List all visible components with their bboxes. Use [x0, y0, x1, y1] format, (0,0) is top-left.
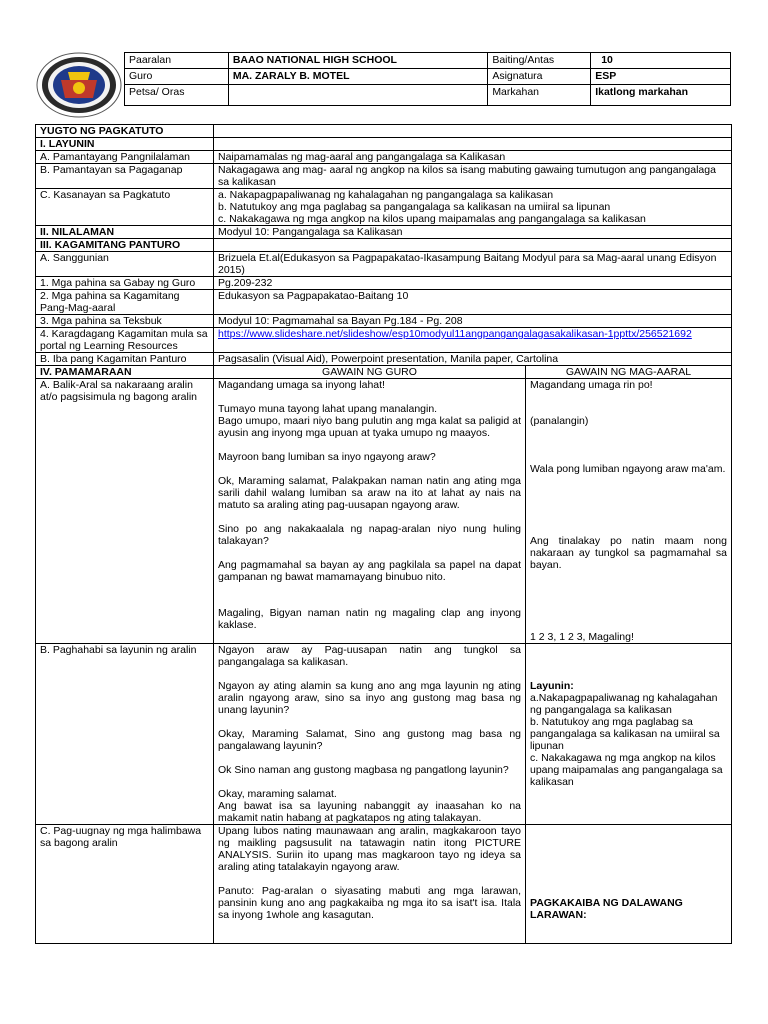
grade-label: Baiting/Antas [488, 53, 591, 69]
school-seal-logo [36, 52, 122, 118]
guro-line: Ngayon araw ay Pag-uusapan natin ang tungkol sa pangangalaga sa kalikasan. [218, 644, 521, 668]
date-value [228, 85, 487, 106]
pamantayan-pagaganap-label: B. Pamantayan sa Pagaganap [36, 164, 214, 189]
kasanayan-item: a. Nakapagpapaliwanag ng kahalagahan ng pangangalaga sa kalikasan [218, 189, 554, 201]
nilalaman-heading: II. NILALAMAN [36, 226, 214, 239]
quarter-label: Markahan [488, 85, 591, 106]
school-value: BAAO NATIONAL HIGH SCHOOL [228, 53, 487, 69]
sanggunian-label: A. Sanggunian [36, 252, 214, 277]
magaaral-line: Ang tinalakay po natin maam nong nakaraan ay tungkol sa pagmamahal sa bayan. [530, 535, 727, 571]
guro-line: Mayroon bang lumiban sa inyo ngayong araw? [218, 451, 436, 463]
pamantayang-pangnilalaman-label: A. Pamantayang Pangnilalaman [36, 151, 214, 164]
pamamaraan-heading: IV. PAMAMARAAN [36, 366, 214, 379]
teacher-label: Guro [125, 69, 229, 85]
kasanayan-label: C. Kasanayan sa Pagkatuto [36, 189, 214, 226]
guro-line: Upang lubos nating maunawaan ang aralin, magkakaroon tayo ng maikling pagsusulit na tatawagin natin itong PICTURE ANALYSIS. Suriin ito upang mas magkaroon tayo ng ideya sa araling ating tatalakayin ngayong araw. [218, 825, 521, 873]
paghahabi-label: B. Paghahabi sa layunin ng aralin [36, 644, 214, 825]
grade-value: 10 [591, 53, 731, 69]
sanggunian-value: Brizuela Et.al(Edukasyon sa Pagpapakatao-Ikasampung Baitang Modyul para sa Mag-aaral unang Edisyon 2015) [214, 252, 732, 277]
guro-line: Sino po ang nakakaalala ng napag-aralan niyo nung huling talakayan? [218, 523, 521, 547]
header-info-table [124, 52, 731, 106]
teacher-value: MA. ZARALY B. MOTEL [228, 69, 487, 85]
magaaral-line: a.Nakapagpapaliwanag ng kahalagahan ng pangangalaga sa kalikasan [530, 692, 718, 716]
magaaral-line: Magandang umaga rin po! [530, 379, 653, 391]
pag-uugnay-label: C. Pag-uugnay ng mga halimbawa sa bagong aralin [36, 825, 214, 944]
balik-aral-label: A. Balik-Aral sa nakaraang aralin at/o pagsisimula ng bagong aralin [36, 379, 214, 644]
school-label: Paaralan [125, 53, 229, 69]
pamantayang-pangnilalaman-value: Naipamamalas ng mag-aaral ang pangangalaga sa Kalikasan [214, 151, 732, 164]
teksbuk-value: Modyul 10: Pagmamahal sa Bayan Pg.184 - Pg. 208 [214, 315, 732, 328]
magaaral-line: Wala pong lumiban ngayong araw ma'am. [530, 463, 726, 475]
guro-line: Okay, maraming salamat. [218, 788, 337, 800]
magaaral-line: c. Nakakagawa ng mga angkop na kilos upang maipamalas ang pangangalaga sa kalikasan [530, 752, 723, 788]
nilalaman-value: Modyul 10: Pangangalaga sa Kalikasan [214, 226, 732, 239]
guro-line: Magandang umaga sa inyong lahat! [218, 379, 385, 391]
kasanayan-item: b. Natutukoy ang mga paglabag sa pangangalaga sa kalikasan na umiiral sa lipunan [218, 201, 611, 213]
lesson-plan-table [35, 124, 732, 944]
guro-line: Ngayon ay ating alamin sa kung ano ang mga layunin ng ating aralin ngayong araw, sino sa inyo ang gustong mag basa ng unang layunin? [218, 680, 521, 716]
date-label: Petsa/ Oras [125, 85, 229, 106]
layunin-title: Layunin: [530, 680, 574, 692]
pagkakaiba-heading: PAGKAKAIBA NG DALAWANG LARAWAN: [530, 897, 683, 921]
pag-uugnay-guro [214, 825, 526, 944]
guro-column-header: GAWAIN NG GURO [214, 366, 526, 379]
iba-value: Pagsasalin (Visual Aid), Powerpoint presentation, Manila paper, Cartolina [214, 353, 732, 366]
subject-label: Asignatura [488, 69, 591, 85]
kasanayan-item: c. Nakakagawa ng mga angkop na kilos upang maipamalas ang pangangalaga sa kalikasan [218, 213, 646, 225]
guro-line: Tumayo muna tayong lahat upang manalangin. [218, 403, 438, 415]
yugto-heading: YUGTO NG PAGKATUTO [36, 125, 214, 138]
kasanayan-value [214, 189, 732, 226]
magaaral-line: 1 2 3, 1 2 3, Magaling! [530, 631, 634, 643]
gabay-value: Pg.209-232 [214, 277, 732, 290]
guro-line: Ok, Maraming salamat, Palakpakan naman natin ang ating mga sarili dahil walang lumiban sa araw na ito at lahat ay nais na matuto sa araling ating pag-uusapan ngayong araw. [218, 475, 521, 511]
guro-line: Panuto: Pag-aralan o siyasating mabuti ang mga larawan, pansinin kung ano ang pagkakaiba ng mga ito sa isat't isa. Itala sa inyong 1whole ang kasagutan. [218, 885, 521, 921]
paghahabi-guro [214, 644, 526, 825]
magaaral-line: (panalangin) [530, 415, 589, 427]
gabay-label: 1. Mga pahina sa Gabay ng Guro [36, 277, 214, 290]
pag-uugnay-magaaral [526, 825, 732, 944]
paghahabi-magaaral [526, 644, 732, 825]
guro-line: Ang bawat isa sa layuning nabanggit ay inaasahan ko na makamit natin habang at pagkatapos ng ating talakayan. [218, 800, 521, 824]
teksbuk-label: 3. Mga pahina sa Teksbuk [36, 315, 214, 328]
portal-link[interactable]: https://www.slideshare.net/slideshow/esp10modyul11angpangangalagasakalikasan-1ppttx/256521692 [218, 328, 692, 340]
portal-label: 4. Karagdagang Kagamitan mula sa portal ng Learning Resources [36, 328, 214, 353]
kagamitang-value: Edukasyon sa Pagpapakatao-Baitang 10 [214, 290, 732, 315]
magaaral-line: b. Natutukoy ang mga paglabag sa pangangalaga sa kalikasan na umiiral sa lipunan [530, 716, 720, 752]
kagamitan-heading: III. KAGAMITANG PANTURO [36, 239, 214, 252]
balik-aral-guro [214, 379, 526, 644]
subject-value: ESP [591, 69, 731, 85]
guro-line: Bago umupo, maari niyo bang pulutin ang mga kalat sa paligid at ayusin ang inyong mga upuan at tyaka umupo ng maayos. [218, 415, 521, 439]
layunin-heading: I. LAYUNIN [36, 138, 214, 151]
pamantayan-pagaganap-value: Nakagagawa ang mag- aaral ng angkop na kilos sa isang mabuting gawaing tumutugon ang pangangalaga sa kalikasan [214, 164, 732, 189]
quarter-value: Ikatlong markahan [591, 85, 731, 106]
iba-label: B. Iba pang Kagamitan Panturo [36, 353, 214, 366]
guro-line: Okay, Maraming Salamat, Sino ang gustong mag basa ng pangalawang layunin? [218, 728, 521, 752]
magaaral-column-header: GAWAIN NG MAG-AARAL [526, 366, 732, 379]
kagamitang-label: 2. Mga pahina sa Kagamitang Pang-Mag-aaral [36, 290, 214, 315]
balik-aral-magaaral [526, 379, 732, 644]
guro-line: Ok Sino naman ang gustong magbasa ng pangatlong layunin? [218, 764, 509, 776]
guro-line: Ang pagmamahal sa bayan ay ang pagkilala sa papel na dapat gampanan ng bawat mamamayang binubuo nito. [218, 559, 521, 583]
guro-line: Magaling, Bigyan naman natin ng magaling clap ang inyong kaklase. [218, 607, 521, 631]
